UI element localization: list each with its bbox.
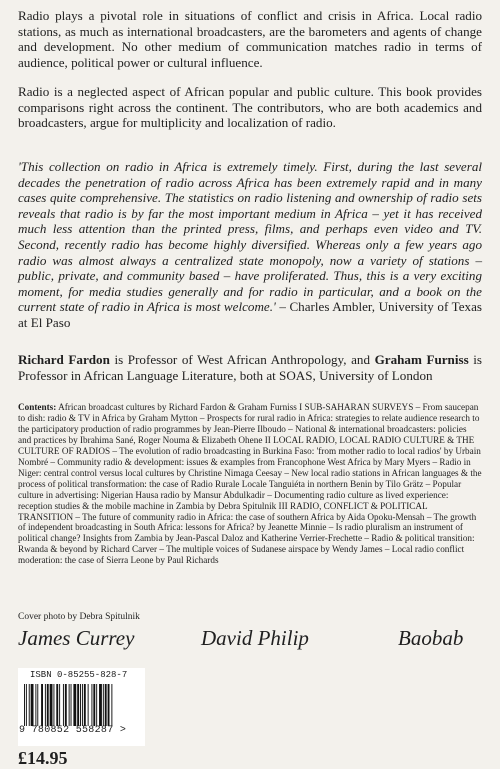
barcode-icon	[22, 684, 140, 726]
contents-label: Contents:	[18, 402, 57, 412]
barcode-digits: 9 780852 558287 >	[19, 725, 127, 736]
quote-text: 'This collection on radio in Africa is extremely timely. First, during the last several decades the penetration of radio across Africa has been extremely rapid and in many cases quite comprehensive. The statistics on radio listening and ownership of radio sets reveals that radio is by far the most important medium in Africa – yet it has received much less attention than the printed press, films, and perhaps even video and TV. Second, recently radio has become highly diversified. Whereas only a few years ago radio was almost always a centralized state monopoly, now a variety of stations – public, private, and community based – have proliferated. Thus, this is a very exciting moment, for media studies generally and for radio in particular, and a book on the current state of radio in Africa is most welcome.'	[18, 159, 482, 315]
publisher-david-philip: David Philip	[201, 626, 309, 650]
author-name-1: Richard Fardon	[18, 352, 110, 367]
author-text-2: is Professor in African Language Literature, both at SOAS, University of London	[18, 352, 483, 383]
cover-credit: Cover photo by Debra Spitulnik	[18, 612, 140, 622]
contents-list	[18, 402, 482, 566]
contents-text: African broadcast cultures by Richard Fardon & Graham Furniss I SUB-SAHARAN SURVEYS – From saucepan to dish: radio & TV in Africa by Graham Mytton – Prospects for rural radio in Africa: strategies to relate audience research to the participatory production of radio programmes by Jean-Pierre Ilboudo – National & international broadcasters: policies and practices by Ibrahima Sané, Roger Nouma & Elizabeth Ohene II LOCAL RADIO, LOCAL RADIO CULTURE & THE CULTURE OF RADIOS – The evolution of radio broadcasting in Burkina Faso: 'from mother radio to local radios' by Urbain Nombré – Community radio & development: issues & examples from Francophone West Africa by Mary Myers – Radio in Niger: central control versus local cultures by Christine Nimaga Ceesay – New local radio stations in African languages & the process of political transformation: the case of Radio Rurale Locale Tanguiéta in northern Benin by Tilo Grätz – Popular culture in advertising: Nigerian Hausa radio by Mansur Abdulkadir – Documenting radio culture as lived experience: reception studies & the mobile machine in Zambia by Debra Spitulnik III RADIO, CONFLICT & POLITICAL TRANSITION – The future of community radio in Africa: the case of southern Africa by Aida Opoku-Mensah – The growth of independent broadcasting in South Africa: lessons for Africa? by Jeanette Minnie – Is radio pluralism an instrument of political change? Insights from Zambia by Jean-Pascal Daloz and Katherine Verrier-Frechette – Radio & political transition: Rwanda & beyond by Richard Carver – The multiple voices of Sudanese airspace by Wendy James – Local radio conflict moderation: the case of Sierra Leone by Paul Richards	[18, 402, 482, 566]
intro-paragraph-2: Radio is a neglected aspect of African popular and public culture. This book provides comparisons right across the continent. The contributors, who are both academics and broadcasters, argue for multiplicity and localization of radio.	[18, 84, 482, 131]
publisher-baobab: Baobab	[398, 626, 464, 650]
review-quote	[18, 159, 482, 331]
author-bio	[18, 352, 482, 383]
publisher-james-currey: James Currey	[18, 626, 135, 650]
intro-paragraph-1: Radio plays a pivotal role in situations of conflict and crisis in Africa. Local radio stations, as much as international broadcasters, are the barometers and agents of change and development. No other medium of communication matches radio in terms of audience, political power or cultural influence.	[18, 8, 482, 70]
barcode-block	[18, 668, 145, 746]
isbn-label: ISBN 0-85255-828-7	[30, 670, 128, 680]
author-text-1: is Professor of West African Anthropology, and	[109, 352, 375, 367]
price: £14.95	[18, 748, 68, 768]
publisher-row	[18, 626, 482, 652]
author-name-2: Graham Furniss	[374, 352, 469, 367]
quote-attribution: – Charles Ambler, University of Texas at El Paso	[18, 299, 482, 330]
